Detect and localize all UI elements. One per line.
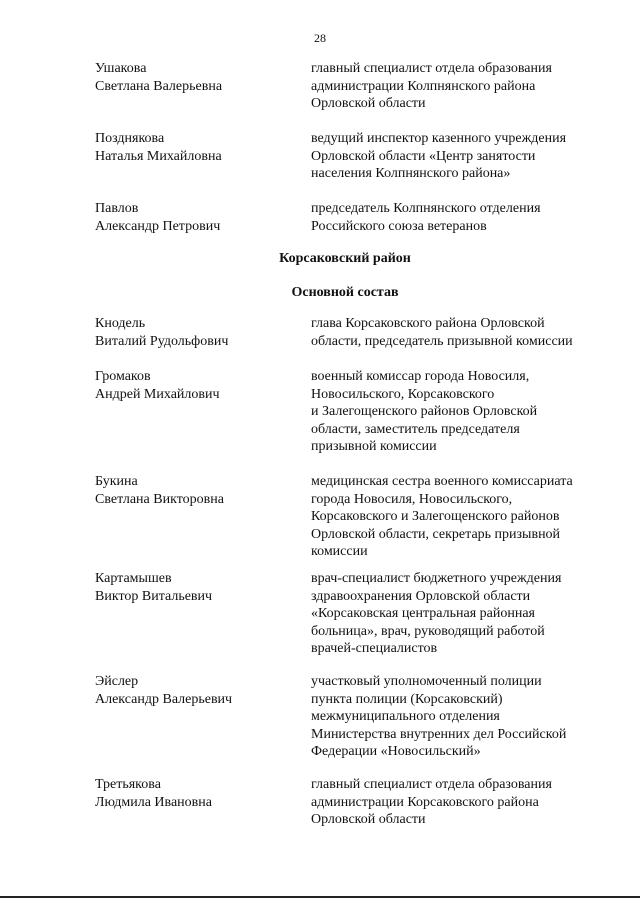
- surname: Эйслер: [95, 674, 139, 689]
- composition-heading: Основной состав: [291, 285, 399, 300]
- role-line: глава Корсаковского района Орловской: [311, 316, 545, 331]
- given-names: Светлана Викторовна: [95, 491, 224, 507]
- member-role: [311, 776, 611, 829]
- role-line: Российского союза ветеранов: [311, 218, 487, 234]
- given-names: Людмила Ивановна: [95, 794, 212, 810]
- given-names: Виктор Витальевич: [95, 588, 213, 604]
- member-name: [95, 570, 300, 605]
- member-name: [95, 673, 300, 708]
- role-line: Орловской области, секретарь призывной: [311, 526, 561, 542]
- role-line: медицинская сестра военного комиссариата: [311, 474, 573, 489]
- page-number: 28: [314, 31, 326, 45]
- surname: Букина: [95, 474, 138, 489]
- role-line: Орловской области «Центр занятости: [311, 148, 536, 164]
- role-line: комиссии: [311, 544, 368, 559]
- member-role: [311, 130, 611, 183]
- member-name: [95, 776, 300, 811]
- role-line: ведущий инспектор казенного учреждения: [311, 131, 567, 146]
- role-line: города Новосиля, Новосильского,: [311, 491, 513, 507]
- given-names: Андрей Михайлович: [95, 386, 220, 402]
- member-name: [95, 315, 300, 350]
- role-line: Орловской области: [311, 812, 426, 827]
- member-role: [311, 368, 611, 456]
- given-names: Наталья Михайловна: [95, 148, 222, 164]
- page-bottom-rule: [0, 896, 640, 898]
- role-line: Федерации «Новосильский»: [311, 744, 481, 759]
- given-names: Виталий Рудольфович: [95, 333, 229, 349]
- role-line: врач-специалист бюджетного учреждения: [311, 571, 562, 586]
- surname: Громаков: [95, 369, 151, 384]
- role-line: председатель Колпнянского отделения: [311, 201, 541, 216]
- surname: Павлов: [95, 201, 139, 216]
- role-line: военный комиссар города Новосиля,: [311, 369, 530, 384]
- role-line: здравоохранения Орловской области: [311, 588, 531, 604]
- role-line: межмуниципального отделения: [311, 709, 500, 724]
- role-line: Новосильского, Корсаковского: [311, 386, 495, 402]
- member-name: [95, 60, 300, 95]
- district-heading: Корсаковский район: [279, 251, 411, 266]
- role-line: призывной комиссии: [311, 439, 437, 454]
- role-line: Министерства внутренних дел Российской: [311, 726, 567, 742]
- member-role: [311, 673, 611, 761]
- given-names: Александр Петрович: [95, 218, 221, 234]
- surname: Позднякова: [95, 131, 165, 146]
- role-line: населения Колпнянского района»: [311, 166, 511, 181]
- surname: Ушакова: [95, 61, 147, 76]
- role-line: Корсаковского и Залегощенского районов: [311, 509, 560, 524]
- surname: Третьякова: [95, 777, 161, 792]
- given-names: Светлана Валерьевна: [95, 78, 223, 94]
- role-line: врачей-специалистов: [311, 641, 438, 656]
- member-name: [95, 368, 300, 403]
- member-role: [311, 473, 611, 561]
- role-line: области, заместитель председателя: [311, 421, 520, 437]
- role-line: главный специалист отдела образования: [311, 61, 552, 76]
- member-name: [95, 130, 300, 165]
- role-line: участковый уполномоченный полиции: [311, 674, 542, 689]
- member-role: [311, 570, 611, 658]
- member-role: [311, 315, 611, 350]
- role-line: области, председатель призывной комиссии: [311, 333, 573, 349]
- role-line: главный специалист отдела образования: [311, 777, 552, 792]
- given-names: Александр Валерьевич: [95, 691, 233, 707]
- role-line: администрации Колпнянского района: [311, 78, 536, 94]
- member-role: [311, 200, 611, 235]
- surname: Картамышев: [95, 571, 172, 586]
- role-line: Орловской области: [311, 96, 426, 111]
- role-line: «Корсаковская центральная районная: [311, 606, 535, 621]
- member-name: [95, 473, 300, 508]
- member-role: [311, 60, 611, 113]
- role-line: пункта полиции (Корсаковский): [311, 691, 503, 707]
- surname: Кнодель: [95, 316, 146, 331]
- role-line: больница», врач, руководящий работой: [311, 623, 545, 639]
- role-line: и Залегощенского районов Орловской: [311, 404, 538, 419]
- member-name: [95, 200, 300, 235]
- role-line: администрации Корсаковского района: [311, 794, 539, 810]
